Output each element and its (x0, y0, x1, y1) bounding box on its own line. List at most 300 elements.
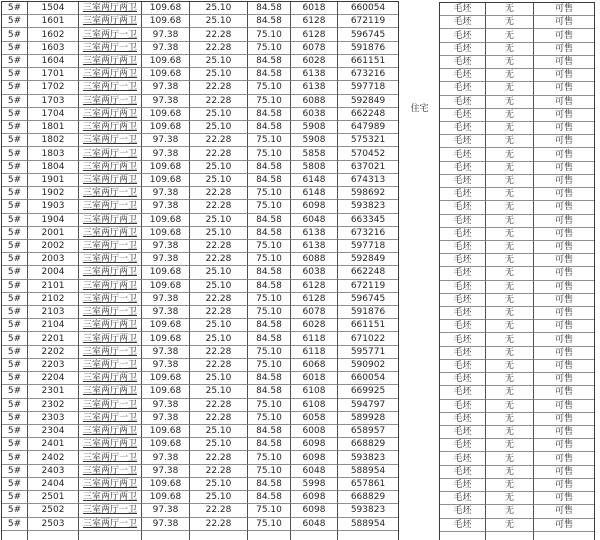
mortgage-cell: 无 (486, 122, 534, 135)
mortgage-cell: 无 (486, 188, 534, 201)
unit-price-cell: 6128 (291, 280, 338, 293)
unit-price-cell: 6148 (291, 187, 338, 200)
building-cell: 5# (2, 491, 28, 504)
mortgage-cell: 无 (486, 82, 534, 95)
sale-status-cell: 可售 (534, 519, 594, 532)
room-type-link[interactable]: 三室两厅一卫 (79, 134, 142, 147)
total-price-cell: 597718 (338, 240, 398, 253)
building-cell: 5# (2, 518, 28, 531)
room-type-link[interactable]: 三室两厅一卫 (79, 240, 142, 253)
unit-price-cell: 6018 (291, 2, 338, 15)
mortgage-cell: 无 (486, 228, 534, 241)
room-type-link[interactable]: 三室两厅两卫 (79, 280, 142, 293)
inner-area-cell: 75.10 (248, 200, 291, 213)
building-area-cell: 109.68 (142, 15, 190, 28)
building-cell: 5# (2, 451, 28, 464)
room-type-link[interactable]: 三室两厅一卫 (79, 451, 142, 464)
unit-price-cell: 6148 (291, 174, 338, 187)
inner-area-cell: 84.58 (248, 108, 291, 121)
usage-column (400, 2, 439, 540)
unit-price-cell: 6038 (291, 266, 338, 279)
building-area-cell: 109.68 (142, 385, 190, 398)
total-price-cell: 673216 (338, 227, 398, 240)
decoration-cell: 毛坯 (440, 215, 486, 228)
unit-price-cell: 6078 (291, 306, 338, 319)
unit-price-cell: 6098 (291, 491, 338, 504)
room-type-link[interactable]: 三室两厅两卫 (79, 425, 142, 438)
shared-area-cell: 25.10 (190, 372, 248, 385)
inner-area-cell: 75.10 (248, 95, 291, 108)
shared-area-cell: 25.10 (190, 385, 248, 398)
unit-number-cell: 2404 (28, 478, 79, 491)
unit-price-cell: 5858 (291, 147, 338, 160)
unit-number-cell: 2003 (28, 253, 79, 266)
unit-price-cell: 6028 (291, 55, 338, 68)
sale-status-cell: 可售 (534, 56, 594, 69)
unit-price-cell: 6098 (291, 200, 338, 213)
inner-area-cell: 75.10 (248, 253, 291, 266)
building-cell: 5# (2, 28, 28, 41)
decoration-cell: 毛坯 (440, 188, 486, 201)
total-price-cell: 575321 (338, 134, 398, 147)
decoration-cell: 毛坯 (440, 320, 486, 333)
shared-area-cell: 22.28 (190, 306, 248, 319)
unit-price-cell: 5808 (291, 161, 338, 174)
building-area-cell: 109.68 (142, 372, 190, 385)
shared-area-cell: 22.28 (190, 134, 248, 147)
decoration-cell: 毛坯 (440, 519, 486, 532)
room-type-link[interactable]: 三室两厅一卫 (79, 42, 142, 55)
building-cell: 5# (2, 359, 28, 372)
room-type-link[interactable]: 三室两厅一卫 (79, 504, 142, 517)
unit-number-cell: 2501 (28, 491, 79, 504)
room-type-link[interactable]: 三室两厅两卫 (79, 438, 142, 451)
building-cell: 5# (2, 42, 28, 55)
building-cell: 5# (2, 240, 28, 253)
building-cell: 5# (2, 306, 28, 319)
building-area-cell: 97.38 (142, 95, 190, 108)
building-area-cell: 97.38 (142, 253, 190, 266)
building-cell: 5# (2, 319, 28, 332)
room-type-link[interactable]: 三室两厅一卫 (79, 95, 142, 108)
unit-number-cell: 2204 (28, 372, 79, 385)
shared-area-cell: 25.10 (190, 266, 248, 279)
decoration-cell: 毛坯 (440, 452, 486, 465)
sale-status-cell: 可售 (534, 82, 594, 95)
building-cell: 5# (2, 227, 28, 240)
shared-area-cell: 22.28 (190, 95, 248, 108)
shared-area-cell: 25.10 (190, 214, 248, 227)
mortgage-cell: 无 (486, 43, 534, 56)
inner-area-cell: 75.10 (248, 81, 291, 94)
mortgage-cell: 无 (486, 439, 534, 452)
building-cell: 5# (2, 332, 28, 345)
unit-number-cell: 2201 (28, 332, 79, 345)
mortgage-cell: 无 (486, 320, 534, 333)
mortgage-cell: 无 (486, 175, 534, 188)
shared-area-cell: 22.28 (190, 412, 248, 425)
unit-price-cell: 6138 (291, 68, 338, 81)
decoration-cell: 毛坯 (440, 413, 486, 426)
room-type-link[interactable]: 三室两厅两卫 (79, 478, 142, 491)
total-price-cell: 592849 (338, 95, 398, 108)
decoration-cell: 毛坯 (440, 294, 486, 307)
inner-area-cell: 84.58 (248, 68, 291, 81)
decoration-cell: 毛坯 (440, 241, 486, 254)
inner-area-cell: 75.10 (248, 42, 291, 55)
mortgage-cell: 无 (486, 201, 534, 214)
decoration-cell: 毛坯 (440, 466, 486, 479)
room-type-link[interactable]: 三室两厅两卫 (79, 55, 142, 68)
inner-area-cell: 84.58 (248, 385, 291, 398)
room-type-link[interactable]: 三室两厅两卫 (79, 491, 142, 504)
room-type-link[interactable]: 三室两厅一卫 (79, 412, 142, 425)
building-area-cell: 97.38 (142, 518, 190, 531)
shared-area-cell: 22.28 (190, 200, 248, 213)
building-cell: 5# (2, 266, 28, 279)
building-cell: 5# (2, 425, 28, 438)
building-cell: 5# (2, 68, 28, 81)
unit-price-cell: 6138 (291, 81, 338, 94)
decoration-cell: 毛坯 (440, 29, 486, 42)
mortgage-cell: 无 (486, 294, 534, 307)
unit-price-cell: 6128 (291, 15, 338, 28)
unit-number-cell: 1601 (28, 15, 79, 28)
unit-price-cell: 6048 (291, 465, 338, 478)
unit-number-cell: 2503 (28, 518, 79, 531)
shared-area-cell: 22.28 (190, 399, 248, 412)
total-price-cell: 662248 (338, 266, 398, 279)
building-area-cell: 109.68 (142, 227, 190, 240)
unit-number-cell: 2303 (28, 412, 79, 425)
decoration-cell: 毛坯 (440, 479, 486, 492)
inner-area-cell: 84.58 (248, 332, 291, 345)
shared-area-cell: 25.10 (190, 15, 248, 28)
decoration-cell: 毛坯 (440, 333, 486, 346)
sale-status-cell: 可售 (534, 135, 594, 148)
building-cell: 5# (2, 81, 28, 94)
inner-area-cell: 75.10 (248, 293, 291, 306)
decoration-cell: 毛坯 (440, 307, 486, 320)
sale-status-cell: 可售 (534, 96, 594, 109)
building-cell: 5# (2, 399, 28, 412)
shared-area-cell: 25.10 (190, 161, 248, 174)
sale-status-cell: 可售 (534, 43, 594, 56)
unit-number-cell: 2001 (28, 227, 79, 240)
mortgage-cell: 无 (486, 426, 534, 439)
unit-number-cell: 1702 (28, 81, 79, 94)
mortgage-cell: 无 (486, 347, 534, 360)
decoration-cell: 毛坯 (440, 175, 486, 188)
unit-price-cell: 6008 (291, 425, 338, 438)
building-cell: 5# (2, 293, 28, 306)
mortgage-cell: 无 (486, 373, 534, 386)
sale-status-cell: 可售 (534, 452, 594, 465)
unit-number-cell: 2002 (28, 240, 79, 253)
inner-area-cell: 75.10 (248, 399, 291, 412)
total-price-cell: 663345 (338, 214, 398, 227)
total-price-cell: 592849 (338, 253, 398, 266)
building-cell: 5# (2, 134, 28, 147)
room-type-link[interactable]: 三室两厅两卫 (79, 121, 142, 134)
total-price-cell: 661151 (338, 319, 398, 332)
total-price-cell: 588954 (338, 518, 398, 531)
mortgage-cell: 无 (486, 135, 534, 148)
inner-area-cell: 84.58 (248, 227, 291, 240)
building-cell: 5# (2, 372, 28, 385)
building-area-cell: 97.38 (142, 28, 190, 41)
unit-number-cell: 2304 (28, 425, 79, 438)
room-type-link[interactable]: 三室两厅一卫 (79, 28, 142, 41)
room-type-link[interactable]: 三室两厅两卫 (79, 15, 142, 28)
decoration-cell: 毛坯 (440, 492, 486, 505)
unit-price-cell: 6108 (291, 385, 338, 398)
building-area-cell: 97.38 (142, 240, 190, 253)
sale-status-cell: 可售 (534, 3, 594, 16)
total-price-cell: 596745 (338, 293, 398, 306)
total-price-cell: 598692 (338, 187, 398, 200)
unit-price-table (1, 1, 399, 540)
unit-price-cell: 6038 (291, 108, 338, 121)
decoration-cell: 毛坯 (440, 267, 486, 280)
sale-status-cell: 可售 (534, 69, 594, 82)
unit-price-cell: 6098 (291, 451, 338, 464)
room-type-link[interactable]: 三室两厅一卫 (79, 293, 142, 306)
sale-status-cell: 可售 (534, 175, 594, 188)
mortgage-cell: 无 (486, 519, 534, 532)
decoration-cell: 毛坯 (440, 347, 486, 360)
room-type-link[interactable]: 三室两厅一卫 (79, 253, 142, 266)
room-type-link[interactable]: 三室两厅一卫 (79, 465, 142, 478)
shared-area-cell: 22.28 (190, 42, 248, 55)
building-area-cell: 109.68 (142, 2, 190, 15)
shared-area-cell: 22.28 (190, 359, 248, 372)
building-cell: 5# (2, 253, 28, 266)
total-price-cell: 588954 (338, 465, 398, 478)
inner-area-cell: 84.58 (248, 372, 291, 385)
sale-status-cell: 可售 (534, 320, 594, 333)
total-price-cell: 591876 (338, 42, 398, 55)
building-cell: 5# (2, 478, 28, 491)
total-price-cell: 596745 (338, 28, 398, 41)
shared-area-cell: 25.10 (190, 319, 248, 332)
sale-status-cell: 可售 (534, 215, 594, 228)
building-cell: 5# (2, 174, 28, 187)
inner-area-cell: 75.10 (248, 147, 291, 160)
unit-number-cell: 1804 (28, 161, 79, 174)
building-cell: 5# (2, 55, 28, 68)
building-area-cell: 109.68 (142, 214, 190, 227)
decoration-cell: 毛坯 (440, 439, 486, 452)
mortgage-cell: 无 (486, 3, 534, 16)
shared-area-cell: 25.10 (190, 491, 248, 504)
inner-area-cell: 84.58 (248, 319, 291, 332)
room-type-link[interactable]: 三室两厅一卫 (79, 147, 142, 160)
empty-cell (440, 532, 486, 540)
empty-cell (534, 532, 594, 540)
building-area-cell: 109.68 (142, 438, 190, 451)
decoration-cell: 毛坯 (440, 56, 486, 69)
mortgage-cell: 无 (486, 162, 534, 175)
shared-area-cell: 25.10 (190, 2, 248, 15)
mortgage-cell: 无 (486, 413, 534, 426)
inner-area-cell: 75.10 (248, 134, 291, 147)
unit-number-cell: 2103 (28, 306, 79, 319)
total-price-cell: 672119 (338, 15, 398, 28)
unit-price-cell: 6088 (291, 95, 338, 108)
room-type-link[interactable]: 三室两厅一卫 (79, 187, 142, 200)
shared-area-cell: 22.28 (190, 253, 248, 266)
inner-area-cell: 75.10 (248, 518, 291, 531)
unit-number-cell: 1704 (28, 108, 79, 121)
inner-area-cell: 84.58 (248, 15, 291, 28)
sale-status-cell: 可售 (534, 413, 594, 426)
total-price-cell: 661151 (338, 55, 398, 68)
unit-number-cell: 2301 (28, 385, 79, 398)
unit-number-cell: 1902 (28, 187, 79, 200)
shared-area-cell: 22.28 (190, 518, 248, 531)
sale-status-cell: 可售 (534, 492, 594, 505)
inner-area-cell: 84.58 (248, 438, 291, 451)
inner-area-cell: 84.58 (248, 121, 291, 134)
unit-number-cell: 1903 (28, 200, 79, 213)
decoration-cell: 毛坯 (440, 386, 486, 399)
shared-area-cell: 22.28 (190, 465, 248, 478)
mortgage-cell: 无 (486, 241, 534, 254)
unit-price-cell: 6108 (291, 399, 338, 412)
unit-number-cell: 1604 (28, 55, 79, 68)
building-area-cell: 109.68 (142, 266, 190, 279)
room-type-link[interactable]: 三室两厅一卫 (79, 346, 142, 359)
decoration-cell: 毛坯 (440, 254, 486, 267)
total-price-cell: 593823 (338, 200, 398, 213)
shared-area-cell: 22.28 (190, 293, 248, 306)
sale-status-cell: 可售 (534, 360, 594, 373)
room-type-link[interactable]: 三室两厅两卫 (79, 68, 142, 81)
inner-area-cell: 75.10 (248, 465, 291, 478)
building-area-cell: 109.68 (142, 121, 190, 134)
mortgage-cell: 无 (486, 479, 534, 492)
mortgage-cell: 无 (486, 109, 534, 122)
inner-area-cell: 75.10 (248, 306, 291, 319)
inner-area-cell: 75.10 (248, 504, 291, 517)
inner-area-cell: 84.58 (248, 214, 291, 227)
sale-status-cell: 可售 (534, 201, 594, 214)
room-type-link[interactable]: 三室两厅一卫 (79, 399, 142, 412)
unit-status-table (439, 2, 595, 540)
room-type-link[interactable]: 三室两厅一卫 (79, 200, 142, 213)
sale-status-cell: 可售 (534, 29, 594, 42)
shared-area-cell: 22.28 (190, 504, 248, 517)
unit-number-cell: 2403 (28, 465, 79, 478)
total-price-cell: 637021 (338, 161, 398, 174)
room-type-link[interactable]: 三室两厅两卫 (79, 266, 142, 279)
empty-cell (248, 531, 291, 540)
total-price-cell: 673216 (338, 68, 398, 81)
total-price-cell: 660054 (338, 2, 398, 15)
inner-area-cell: 75.10 (248, 240, 291, 253)
room-type-link[interactable]: 三室两厅两卫 (79, 385, 142, 398)
room-type-link[interactable]: 三室两厅两卫 (79, 227, 142, 240)
unit-number-cell: 1802 (28, 134, 79, 147)
room-type-link[interactable]: 三室两厅两卫 (79, 214, 142, 227)
building-area-cell: 97.38 (142, 147, 190, 160)
total-price-cell: 595771 (338, 346, 398, 359)
room-type-link[interactable]: 三室两厅两卫 (79, 2, 142, 15)
decoration-cell: 毛坯 (440, 360, 486, 373)
room-type-link[interactable]: 三室两厅两卫 (79, 161, 142, 174)
sale-status-cell: 可售 (534, 148, 594, 161)
unit-price-cell: 6078 (291, 42, 338, 55)
room-type-link[interactable]: 三室两厅两卫 (79, 319, 142, 332)
mortgage-cell: 无 (486, 386, 534, 399)
decoration-cell: 毛坯 (440, 109, 486, 122)
empty-cell (338, 531, 398, 540)
unit-number-cell: 2104 (28, 319, 79, 332)
room-type-link[interactable]: 三室两厅两卫 (79, 332, 142, 345)
unit-price-cell: 5908 (291, 134, 338, 147)
empty-cell (486, 532, 534, 540)
mortgage-cell: 无 (486, 29, 534, 42)
mortgage-cell: 无 (486, 148, 534, 161)
decoration-cell: 毛坯 (440, 96, 486, 109)
unit-number-cell: 2401 (28, 438, 79, 451)
decoration-cell: 毛坯 (440, 162, 486, 175)
mortgage-cell: 无 (486, 16, 534, 29)
shared-area-cell: 25.10 (190, 332, 248, 345)
shared-area-cell: 22.28 (190, 240, 248, 253)
room-type-link[interactable]: 三室两厅一卫 (79, 359, 142, 372)
unit-number-cell: 2203 (28, 359, 79, 372)
shared-area-cell: 25.10 (190, 108, 248, 121)
building-area-cell: 109.68 (142, 68, 190, 81)
room-type-link[interactable]: 三室两厅两卫 (79, 174, 142, 187)
room-type-link[interactable]: 三室两厅一卫 (79, 81, 142, 94)
building-cell: 5# (2, 385, 28, 398)
total-price-cell: 660054 (338, 372, 398, 385)
sale-status-cell: 可售 (534, 109, 594, 122)
room-type-link[interactable]: 三室两厅两卫 (79, 108, 142, 121)
unit-number-cell: 1901 (28, 174, 79, 187)
decoration-cell: 毛坯 (440, 426, 486, 439)
building-area-cell: 97.38 (142, 412, 190, 425)
total-price-cell: 668829 (338, 438, 398, 451)
building-cell: 5# (2, 2, 28, 15)
unit-price-cell: 6138 (291, 227, 338, 240)
mortgage-cell: 无 (486, 215, 534, 228)
building-cell: 5# (2, 147, 28, 160)
sale-status-cell: 可售 (534, 294, 594, 307)
inner-area-cell: 75.10 (248, 187, 291, 200)
room-type-link[interactable]: 三室两厅一卫 (79, 518, 142, 531)
shared-area-cell: 22.28 (190, 346, 248, 359)
unit-price-cell: 6028 (291, 319, 338, 332)
building-cell: 5# (2, 161, 28, 174)
room-type-link[interactable]: 三室两厅两卫 (79, 372, 142, 385)
building-area-cell: 109.68 (142, 161, 190, 174)
mortgage-cell: 无 (486, 400, 534, 413)
unit-price-cell: 6118 (291, 332, 338, 345)
sale-status-cell: 可售 (534, 241, 594, 254)
room-type-link[interactable]: 三室两厅一卫 (79, 306, 142, 319)
mortgage-cell: 无 (486, 254, 534, 267)
unit-number-cell: 1602 (28, 28, 79, 41)
mortgage-cell: 无 (486, 452, 534, 465)
inner-area-cell: 75.10 (248, 346, 291, 359)
shared-area-cell: 22.28 (190, 81, 248, 94)
building-area-cell: 97.38 (142, 306, 190, 319)
building-cell: 5# (2, 465, 28, 478)
